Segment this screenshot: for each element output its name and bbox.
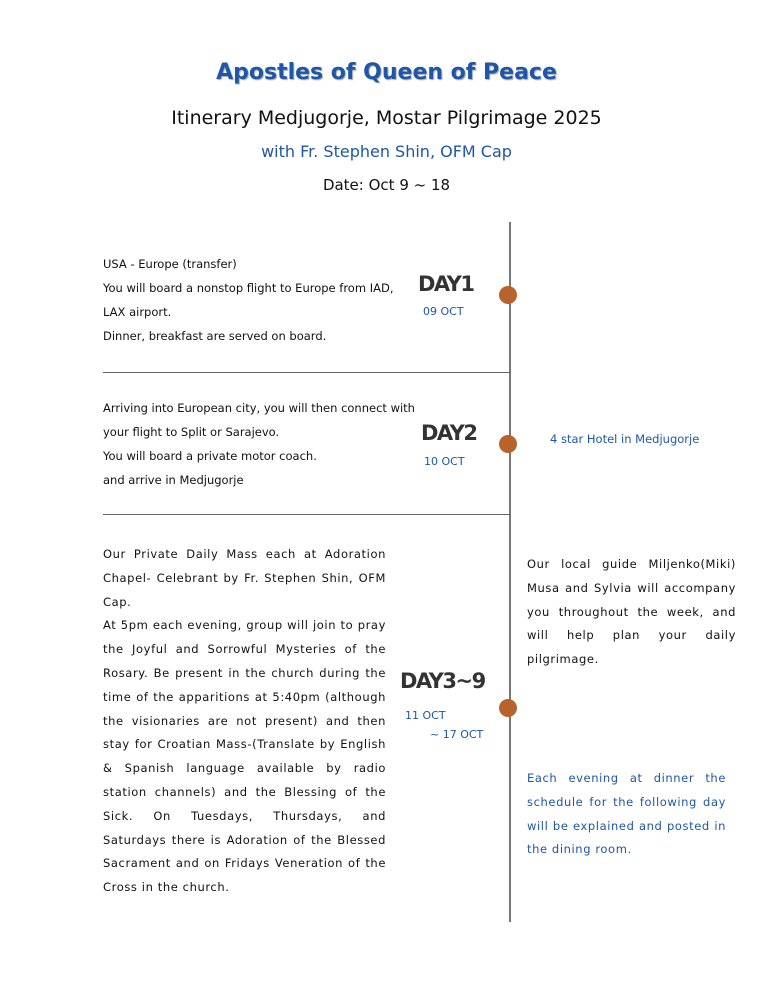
day1-line: LAX airport. <box>103 305 172 319</box>
day1-line: USA - Europe (transfer) <box>103 257 237 271</box>
day2-line: your flight to Split or Sarajevo. <box>103 425 280 439</box>
day2-line: Arriving into European city, you will then connect with <box>103 401 415 415</box>
date-line: Date: Oct 9 ~ 18 <box>322 176 451 194</box>
day2-line: and arrive in Medjugorje <box>103 473 244 487</box>
hotel-note: 4 star Hotel in Medjugorje <box>550 432 700 446</box>
day2-description <box>103 396 415 492</box>
evening-schedule-note: Each evening at dinner the schedule for the following day will be explained and posted in the dining room. <box>527 771 726 857</box>
day2-date: 10 OCT <box>424 455 465 468</box>
daily-mass-paragraph: Our Private Daily Mass each at Adoration Chapel- Celebrant by Fr. Stephen Shin, OFM Cap. <box>103 547 386 609</box>
celebrant-line: with Fr. Stephen Shin, OFM Cap <box>261 142 512 161</box>
day3-9-label: DAY3~9 <box>400 669 485 693</box>
page-title: Apostles of Queen of Peace <box>216 60 557 85</box>
divider-day2-day3 <box>103 514 510 515</box>
day2-label: DAY2 <box>421 421 477 445</box>
day1-date: 09 OCT <box>423 305 464 318</box>
day3-9-end-date: ~ 17 OCT <box>430 728 484 741</box>
day3-9-timeline-dot <box>499 699 517 717</box>
evening-rosary-paragraph: At 5pm each evening, group will join to pray the Joyful and Sorrowful Mysteries of the Rosary. Be present in the church during the time of the apparitions at 5:40pm (although the visionaries are not present) and then stay for Croatian Mass-(Translate by English & Spanish language available by radio station channels) and the Blessing of the Sick. On Tuesdays, Thursdays, and Saturdays there is Adoration of the Blessed Sacrament and on Fridays Veneration of the Cross in the church. <box>103 618 386 895</box>
timeline-line <box>509 222 511 922</box>
day3-9-description <box>103 543 386 900</box>
day2-line: You will board a private motor coach. <box>103 449 317 463</box>
day2-timeline-dot <box>499 435 517 453</box>
day1-label: DAY1 <box>418 272 474 296</box>
day1-line: Dinner, breakfast are served on board. <box>103 329 327 343</box>
itinerary-subtitle: Itinerary Medjugorje, Mostar Pilgrimage 2025 <box>171 107 602 129</box>
divider-day1-day2 <box>103 372 510 373</box>
day3-9-start-date: 11 OCT <box>405 709 446 722</box>
day1-timeline-dot <box>499 286 517 304</box>
day1-line: You will board a nonstop flight to Europe from IAD, <box>103 281 394 295</box>
day1-description <box>103 252 393 348</box>
local-guide-note: Our local guide Miljenko(Miki) Musa and Sylvia will accompany you throughout the week, and will help plan your daily pilgrimage. <box>527 557 736 667</box>
